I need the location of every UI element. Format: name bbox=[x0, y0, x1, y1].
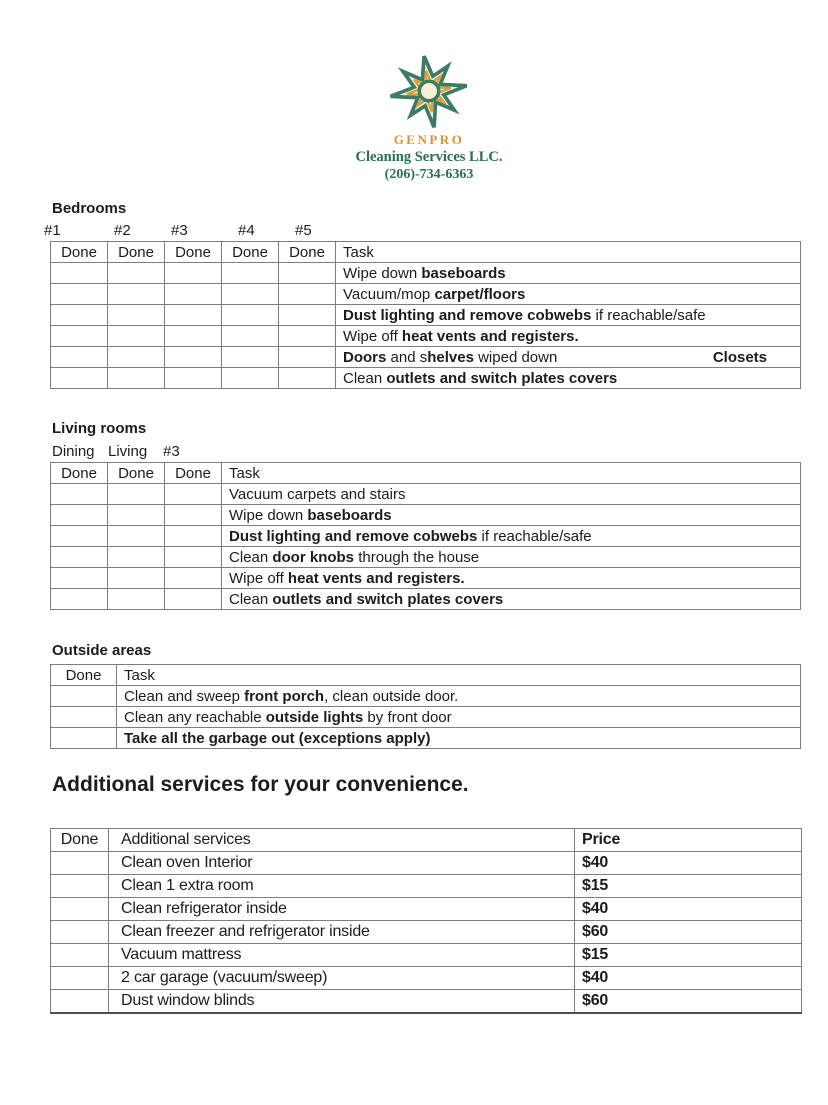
done-column-header: Done bbox=[51, 463, 108, 484]
done-column-header: Done bbox=[51, 665, 117, 686]
task-cell: Clean outlets and switch plates covers bbox=[222, 589, 801, 610]
done-cell[interactable] bbox=[165, 263, 222, 284]
done-cell[interactable] bbox=[51, 547, 108, 568]
task-column-header: Task bbox=[117, 665, 801, 686]
service-row bbox=[51, 944, 802, 967]
task-cell: Wipe off heat vents and registers. bbox=[222, 568, 801, 589]
done-cell[interactable] bbox=[51, 305, 108, 326]
done-cell[interactable] bbox=[165, 526, 222, 547]
done-cell[interactable] bbox=[222, 305, 279, 326]
done-cell[interactable] bbox=[165, 305, 222, 326]
done-cell[interactable] bbox=[51, 990, 109, 1013]
task-row bbox=[51, 368, 801, 389]
company-name: GENPRO bbox=[393, 132, 465, 147]
done-cell[interactable] bbox=[279, 305, 336, 326]
service-name-cell: Clean 1 extra room bbox=[109, 875, 575, 898]
task-cell: Take all the garbage out (exceptions apply) bbox=[117, 728, 801, 749]
done-column-header: Done bbox=[279, 242, 336, 263]
task-cell: Wipe down baseboards bbox=[336, 263, 801, 284]
done-cell[interactable] bbox=[108, 284, 165, 305]
living-rooms-checklist-table bbox=[50, 462, 801, 610]
task-cell: Clean any reachable outside lights by front door bbox=[117, 707, 801, 728]
done-column-header: Done bbox=[165, 463, 222, 484]
done-cell[interactable] bbox=[51, 368, 108, 389]
living-rooms-column-labels bbox=[0, 443, 828, 461]
task-row bbox=[51, 284, 801, 305]
done-cell[interactable] bbox=[51, 589, 108, 610]
service-row bbox=[51, 875, 802, 898]
price-cell: $15 bbox=[575, 944, 802, 967]
task-row bbox=[51, 326, 801, 347]
done-cell[interactable] bbox=[51, 326, 108, 347]
done-cell[interactable] bbox=[222, 263, 279, 284]
task-row bbox=[51, 526, 801, 547]
done-cell[interactable] bbox=[51, 921, 109, 944]
done-column-header: Done bbox=[222, 242, 279, 263]
task-cell: Vacuum/mop carpet/floors bbox=[336, 284, 801, 305]
done-cell[interactable] bbox=[51, 484, 108, 505]
task-cell: Clean door knobs through the house bbox=[222, 547, 801, 568]
done-cell[interactable] bbox=[51, 852, 109, 875]
column-label: Living bbox=[108, 443, 148, 460]
star-center-ring bbox=[419, 81, 439, 101]
service-row bbox=[51, 898, 802, 921]
task-row bbox=[51, 305, 801, 326]
company-phone: (206)-734-6363 bbox=[384, 167, 474, 182]
done-cell[interactable] bbox=[108, 347, 165, 368]
column-label: #3 bbox=[163, 443, 180, 460]
column-label: #2 bbox=[114, 222, 131, 239]
task-cell: Dust lighting and remove cobwebs if reachable/safe bbox=[222, 526, 801, 547]
outside-areas-checklist-table bbox=[50, 664, 801, 749]
service-row bbox=[51, 921, 802, 944]
done-cell[interactable] bbox=[222, 326, 279, 347]
done-cell[interactable] bbox=[51, 263, 108, 284]
service-name-cell: Vacuum mattress bbox=[109, 944, 575, 967]
service-name-cell: 2 car garage (vacuum/sweep) bbox=[109, 967, 575, 990]
done-cell[interactable] bbox=[51, 347, 108, 368]
column-label: Dining bbox=[52, 443, 95, 460]
done-cell[interactable] bbox=[108, 547, 165, 568]
done-cell[interactable] bbox=[108, 568, 165, 589]
task-cell: Vacuum carpets and stairs bbox=[222, 484, 801, 505]
company-logo bbox=[350, 52, 508, 183]
done-cell[interactable] bbox=[51, 944, 109, 967]
company-subtitle: Cleaning Services LLC. bbox=[355, 149, 503, 165]
price-cell: $15 bbox=[575, 875, 802, 898]
done-cell[interactable] bbox=[108, 526, 165, 547]
done-cell[interactable] bbox=[51, 568, 108, 589]
additional-services-heading: Additional services for your convenience. bbox=[52, 773, 469, 796]
service-name-cell: Clean freezer and refrigerator inside bbox=[109, 921, 575, 944]
done-cell[interactable] bbox=[108, 263, 165, 284]
service-row bbox=[51, 852, 802, 875]
star-logo-icon bbox=[381, 52, 477, 130]
done-cell[interactable] bbox=[51, 898, 109, 921]
done-cell[interactable] bbox=[51, 284, 108, 305]
column-label: #3 bbox=[171, 222, 188, 239]
done-cell[interactable] bbox=[279, 263, 336, 284]
done-cell[interactable] bbox=[279, 284, 336, 305]
closets-note: Closets bbox=[712, 348, 767, 366]
done-cell[interactable] bbox=[222, 284, 279, 305]
task-row bbox=[51, 505, 801, 526]
done-cell[interactable] bbox=[51, 728, 117, 749]
done-cell[interactable] bbox=[108, 484, 165, 505]
price-cell: $40 bbox=[575, 898, 802, 921]
additional-services-column-header: Additional services bbox=[109, 829, 575, 852]
task-cell: Closets Doors and shelves wiped down bbox=[336, 347, 801, 368]
done-column-header: Done bbox=[108, 463, 165, 484]
task-cell: Clean and sweep front porch, clean outside door. bbox=[117, 686, 801, 707]
price-cell: $60 bbox=[575, 990, 802, 1013]
done-cell[interactable] bbox=[165, 368, 222, 389]
done-cell[interactable] bbox=[165, 547, 222, 568]
task-row bbox=[51, 686, 801, 707]
done-cell[interactable] bbox=[165, 589, 222, 610]
living-rooms-section-title: Living rooms bbox=[52, 420, 147, 437]
task-row bbox=[51, 547, 801, 568]
done-cell[interactable] bbox=[51, 505, 108, 526]
done-cell[interactable] bbox=[108, 368, 165, 389]
additional-services-table bbox=[50, 828, 802, 1014]
task-cell: Dust lighting and remove cobwebs if reachable/safe bbox=[336, 305, 801, 326]
task-row bbox=[51, 728, 801, 749]
bedrooms-section-title: Bedrooms bbox=[52, 200, 127, 217]
done-cell[interactable] bbox=[108, 305, 165, 326]
column-label: #4 bbox=[238, 222, 255, 239]
done-cell[interactable] bbox=[165, 505, 222, 526]
task-row bbox=[51, 589, 801, 610]
task-row bbox=[51, 484, 801, 505]
done-column-header: Done bbox=[165, 242, 222, 263]
done-column-header: Done bbox=[51, 829, 109, 852]
done-cell[interactable] bbox=[279, 347, 336, 368]
outside-areas-section-title: Outside areas bbox=[52, 642, 152, 659]
price-cell: $40 bbox=[575, 852, 802, 875]
price-cell: $40 bbox=[575, 967, 802, 990]
done-cell[interactable] bbox=[51, 875, 109, 898]
column-label: #1 bbox=[44, 222, 61, 239]
service-row bbox=[51, 967, 802, 990]
done-cell[interactable] bbox=[222, 368, 279, 389]
price-column-header: Price bbox=[575, 829, 802, 852]
task-cell: Wipe off heat vents and registers. bbox=[336, 326, 801, 347]
task-column-header: Task bbox=[336, 242, 801, 263]
done-cell[interactable] bbox=[222, 347, 279, 368]
task-row bbox=[51, 263, 801, 284]
done-cell[interactable] bbox=[51, 526, 108, 547]
done-column-header: Done bbox=[108, 242, 165, 263]
service-name-cell: Clean oven Interior bbox=[109, 852, 575, 875]
done-cell[interactable] bbox=[51, 686, 117, 707]
done-cell[interactable] bbox=[165, 284, 222, 305]
done-cell[interactable] bbox=[165, 347, 222, 368]
done-cell[interactable] bbox=[51, 707, 117, 728]
service-name-cell: Dust window blinds bbox=[109, 990, 575, 1013]
done-cell[interactable] bbox=[165, 484, 222, 505]
done-cell[interactable] bbox=[108, 589, 165, 610]
bedrooms-checklist-table bbox=[50, 241, 801, 389]
task-row bbox=[51, 707, 801, 728]
column-label: #5 bbox=[295, 222, 312, 239]
done-cell[interactable] bbox=[165, 326, 222, 347]
done-cell[interactable] bbox=[165, 568, 222, 589]
done-cell[interactable] bbox=[108, 505, 165, 526]
done-column-header: Done bbox=[51, 242, 108, 263]
bedrooms-column-labels bbox=[0, 222, 828, 240]
done-cell[interactable] bbox=[279, 326, 336, 347]
task-row bbox=[51, 347, 801, 368]
service-row bbox=[51, 990, 802, 1013]
task-column-header: Task bbox=[222, 463, 801, 484]
task-row bbox=[51, 568, 801, 589]
task-cell: Clean outlets and switch plates covers bbox=[336, 368, 801, 389]
done-cell[interactable] bbox=[108, 326, 165, 347]
task-cell: Wipe down baseboards bbox=[222, 505, 801, 526]
service-name-cell: Clean refrigerator inside bbox=[109, 898, 575, 921]
done-cell[interactable] bbox=[51, 967, 109, 990]
done-cell[interactable] bbox=[279, 368, 336, 389]
price-cell: $60 bbox=[575, 921, 802, 944]
